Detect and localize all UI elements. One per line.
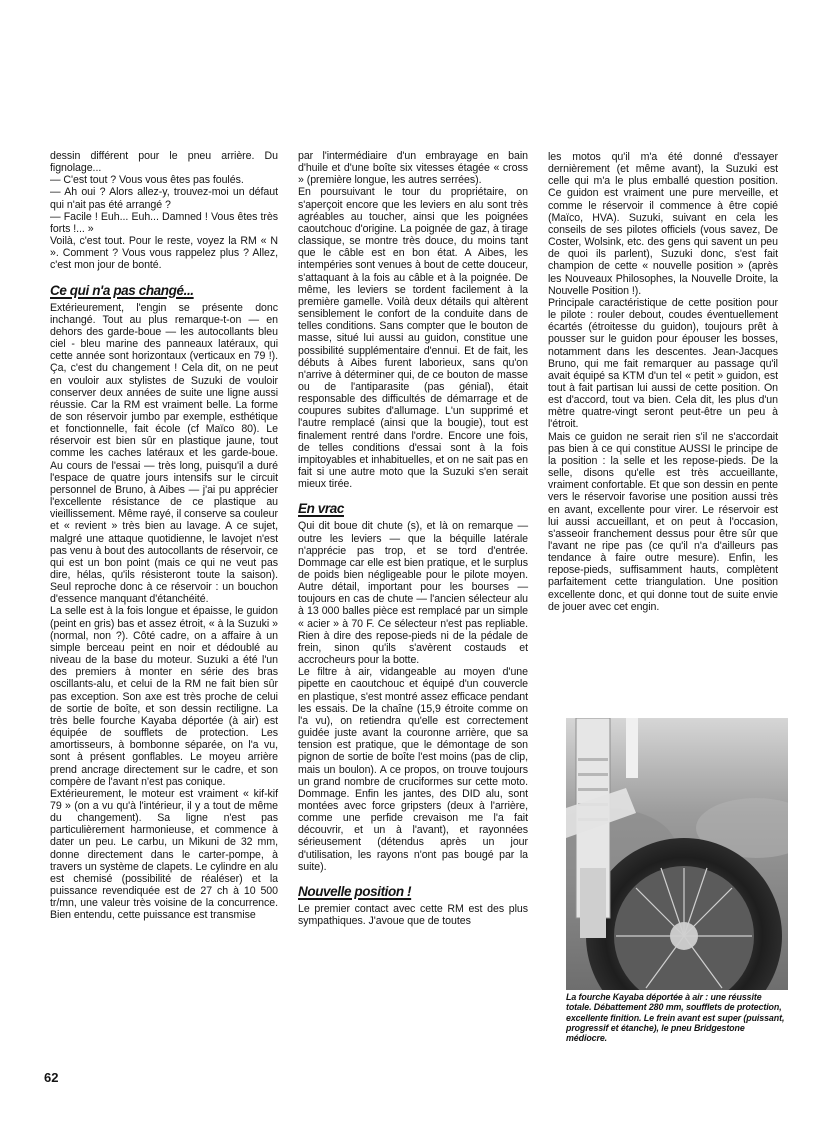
photo-illustration [566, 718, 788, 990]
paragraph: — Ah oui ? Alors allez-y, trouvez-moi un défaut qui n'ait pas été arrangé ? [50, 186, 278, 211]
photo-caption: La fourche Kayaba déportée à air : une réussite totale. Débattement 280 mm, soufflets de protection, excellente finition. Le frein avant est super (puissant, progressif et étanche), le pneu Bridgestone médiocre. [566, 992, 785, 1044]
paragraph: Mais ce guidon ne serait rien s'il ne s'accordait pas bien à ce qui constitue AUSSI le principe de la position : la selle et les repose-pieds. De la selle, disons qu'elle est très accueillante, vraiment confortable. Et que son dessin en pente vers le réservoir favorise une position aussi très en avant, excellente pour virer. Le réservoir est lui aussi accueillant, et on peut à l'occasion, s'asseoir franchement dessus pour être sûr que l'avant ne ripe pas (ce qu'il n'a d'ailleurs pas tendance à faire outre mesure). Enfin, les repose-pieds, suffisamment hauts, complètent parfaitement cette triangulation. Une position excellente donc, et qui donne tout de suite envie de jouer avec cet engin. [548, 430, 778, 613]
section-heading: En vrac [298, 501, 344, 517]
column-1 [50, 150, 278, 922]
section-heading: Nouvelle position ! [298, 883, 412, 899]
paragraph: — C'est tout ? Vous vous êtes pas foulés. [50, 174, 244, 187]
column-2 [298, 150, 528, 927]
motorcycle-fork-photo [566, 718, 788, 990]
paragraph: Le filtre à air, vidangeable au moyen d'une pipette en caoutchouc et équipé d'un couvercle en plastique, s'est montré assez efficace pendant les essais. De la chaîne (15,9 étroite comme on l'a vu), on retiendra qu'elle est correctement guidée juste avant la couronne arrière, que sa tension est pratique, que le démontage de son pignon de sortie de boîte l'est moins (pas de clip, mais un boulon). A ce propos, on trouve toujours un grand nombre de cruciformes sur cette moto. Dommage. Enfin les jantes, des DID alu, sont montées avec force gripsters (deux à l'arrière, comme une perfide crevaison me l'a fait découvrir, et un à l'avant), et rayonnées sérieusement (détendus après un jour d'utilisation, les rayons n'ont pas bougé par la suite). [298, 666, 528, 873]
paragraph: les motos qu'il m'a été donné d'essayer dernièrement (et même avant), la Suzuki est celle qui m'a le plus emballé question position. Ce guidon est vraiment une pure merveille, et comme le réservoir il commence à être copié (Maïco, HVA). Suzuki, suivant en cela les conseils de ses pilotes officiels (vous savez, De Coster, Wolsink, etc. des gens qui savent un peu de quoi ils parlent), Suzuki donc, s'est fait champion de cette « nouvelle position » (après les Nouveaux Philosophes, la Nouvelle Droite, la Nouvelle Position !). [548, 151, 778, 297]
paragraph: Extérieurement, l'engin se présente donc inchangé. Tout au plus remarque-t-on — en dehors des garde-boue — les autocollants bleu ciel - bleu marine des panneaux latéraux, qui cette année sont horizontaux (verticaux en 79 !). Ça, c'est du changement ! Cela dit, on ne peut en vouloir aux stylistes de Suzuki de vouloir conserver deux années de suite une ligne aussi réussie. Car la RM est vraiment belle. La forme de son réservoir jumbo par exemple, esthétique et fonctionnelle, fait école (cf Maïco 80). Le réservoir est bien sûr en plastique jaune, tout comme les caches latéraux et les garde-boue. Au cours de l'essai — très long, puisqu'il a duré l'espace de quatre jours intensifs sur le circuit personnel de Bruno, à Aibes — j'ai pu apprécier l'excellente résistance de ce plastique au vieillissement. Même rayé, il conserve sa couleur et « revient » très bien au lavage. A ce sujet, malgré une attaque quotidienne, le lavojet n'est pas venu à bout des autocollants de réservoir, ce qui est un bon point (mais ce qui ne veut pas dire, hélas, qu'ils résisteront toute la saison). Seul reproche donc à ce réservoir : un bouchon d'essence manquant d'étanchéité. [50, 301, 278, 606]
paragraph: — Facile ! Euh... Euh... Damned ! Vous êtes très forts !... » [50, 210, 278, 235]
paragraph: Qui dit boue dit chute (s), et là on remarque — outre les leviers — que la béquille latérale n'apprécie pas trop, et se tord d'entrée. Dommage car elle est bien pratique, et le surplus de poids bien négligeable pour le pilote moyen. Autre détail, important pour les bourses — toujours en cas de chute — l'ancien sélecteur alu à 13 000 balles pièce est remplacé par un simple « acier » à 70 F. Ce sélecteur n'est pas repliable. Rien à dire des repose-pieds ni de la pédale de frein, sinon qu'ils s'avèrent costauds et accrocheurs pour la botte. [298, 520, 528, 667]
paragraph: dessin différent pour le pneu arrière. Du fignolage... [50, 150, 278, 175]
page-number: 62 [44, 1070, 59, 1085]
section-heading: Ce qui n'a pas changé... [50, 282, 194, 298]
paragraph: Voilà, c'est tout. Pour le reste, voyez la RM « N ». Comment ? Vous vous rappelez plus ? Allez, c'est mon jour de bonté. [50, 235, 278, 272]
paragraph: Le premier contact avec cette RM est des plus sympathiques. J'avoue que de toutes [298, 902, 528, 928]
column-3 [548, 151, 778, 613]
paragraph: Principale caractéristique de cette position pour le pilote : rouler debout, coudes éventuellement écartés (étroitesse du guidon), toujours prêt à pousser sur le guidon pour épouser les bosses, notamment dans les descentes. Jean-Jacques Bruno, qui me fait remarquer au passage qu'il avait équipé sa KTM d'un tel « petit » guidon, est tout à fait partisan lui aussi de cette position. On est d'accord, tout va bien. Cela dit, les plus d'un mètre quatre-vingt seront peut-être un peu à l'étroit. [548, 296, 778, 431]
paragraph: Extérieurement, le moteur est vraiment « kif-kif 79 » (on a vu qu'à l'intérieur, il y a tout de même du changement). Sa ligne n'est pas particulièrement harmonieuse, et commence à dater un peu. Le carbu, un Mikuni de 32 mm, donne directement dans le carter-pompe, à travers un système de clapets. Le cylindre en alu est chemisé (possibilité de réaléser) et la puissance revendiquée est de 27 ch à 10 500 tr/mn, une valeur très voisine de la concurrence. Bien entendu, cette puissance est transmise [50, 787, 278, 922]
paragraph: La selle est à la fois longue et épaisse, le guidon (peint en gris) bas et assez étroit, « à la Suzuki » (normal, non ?). Côté cadre, on a affaire à un simple berceau peint en noir et dédoublé au niveau de la base du moteur. Suzuki a été l'un des premiers à monter en série des bras oscillants-alu, et celui de la RM ne fait bien sûr pas exception. Son axe est très proche de celui de sortie de boîte, et son dessin rectiligne. La très belle fourche Kayaba déportée (à air) est équipée de soufflets de protection. Les amortisseurs, à bombonne séparée, on l'a vu, sont à présent gonflables. Le moyeu arrière prend ancrage directement sur le cadre, et son compère de l'avant n'est pas conique. [50, 605, 278, 788]
paragraph: En poursuivant le tour du propriétaire, on s'aperçoit encore que les leviers en alu sont très agréables au toucher, ainsi que les poignées caoutchouc d'origine. La poignée de gaz, à tirage classique, se montre très douce, du moins tant que le câble est en bon état. A Aibes, les intempéries sont venues à bout de cette douceur, s'attaquant à la fois au câble et à la poignée. De même, les leviers se tordent facilement à la première gamelle. Voilà deux détails qui altèrent sensiblement le confort de la conduite dans de telles conditions. Sans compter que le bouton de masse, situé lui aussi au guidon, constitue une possibilité supplémentaire d'ennui. Et de fait, les débuts à Aibes furent laborieux, sans qu'on n'arrive à déterminer qui, de ce bouton de masse ou de l'antiparasite (pas génial), était responsable des difficultés de démarrage et de coupures subites d'allumage. L'un supprimé et l'autre remplacé (ainsi que la bougie), tout est finalement rentré dans l'ordre. Encore une fois, de telles conditions d'essai sont à la fois impitoyables et inhabituelles, et on ne sait pas en fait si une autre moto que la Suzuki s'en serait mieux tirée. [298, 186, 528, 491]
paragraph: par l'intermédiaire d'un embrayage en bain d'huile et d'une boîte six vitesses étagée « cross » (première longue, les autres serrées). [298, 150, 528, 187]
